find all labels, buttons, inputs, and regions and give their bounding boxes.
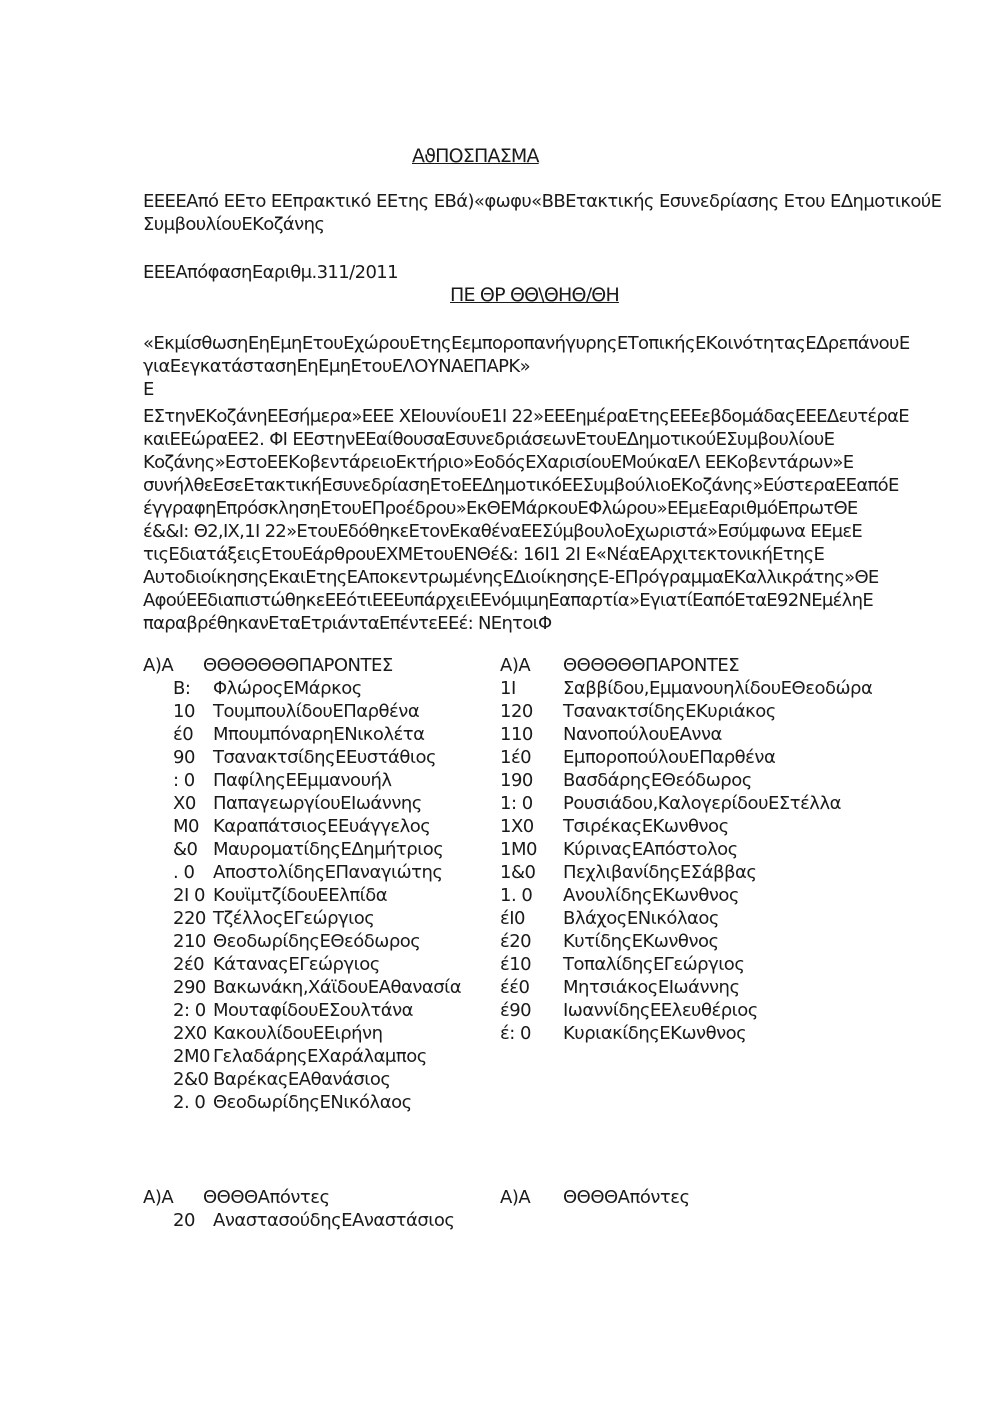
member-row <box>143 1091 461 1114</box>
member-name: ΠεχλιβανίδηςΕΣάββας <box>563 862 757 883</box>
present-header-right <box>500 654 872 677</box>
member-number: 2Μ0 <box>173 1046 210 1067</box>
member-name: ΠαφίληςΕΕμμανουήλ <box>213 770 392 791</box>
member-row <box>500 677 872 700</box>
member-name: ΤσιρέκαςΕΚωνθνος <box>563 816 729 837</box>
member-name: ΒαρέκαςΕΑθανάσιος <box>213 1069 391 1090</box>
member-number: 10 <box>173 701 195 722</box>
member-number: 1. 0 <box>500 885 533 906</box>
present-heading: ΘΘΘΘΘΘΘΠΑΡΟΝΤΕΣ <box>203 655 393 676</box>
member-number: 1&0 <box>500 862 536 883</box>
member-name: ΘεοδωρίδηςΕΘεόδωρος <box>213 931 421 952</box>
body-line: παραβρέθηκανΕταΕτριάνταΕπέντεΕΕέ: ΝΕητοιΦ <box>143 613 552 634</box>
member-name: ΤοπαλίδηςΕΓεώργιος <box>563 954 745 975</box>
member-name: ΚακουλίδουΕΕιρήνη <box>213 1023 383 1044</box>
serial-tag: Α)Α <box>143 1187 174 1208</box>
member-number: Χ0 <box>173 793 196 814</box>
member-row <box>500 792 872 815</box>
member-row <box>143 907 461 930</box>
member-row <box>500 999 872 1022</box>
member-number: 210 <box>173 931 206 952</box>
member-row <box>500 884 872 907</box>
member-name: ΜπουμπόναρηΕΝικολέτα <box>213 724 425 745</box>
absent-heading: ΘΘΘΘΑπόντες <box>203 1187 330 1208</box>
subject-line-1: «ΕκμίσθωσηΕηΕμηΕτουΕχώρουΕτηςΕεμποροπανήγυρηςΕΤοπικήςΕΚοινότηταςΕΔρεπάνουΕ <box>143 333 910 354</box>
member-number: 190 <box>500 770 533 791</box>
member-row <box>143 769 461 792</box>
member-number: 90 <box>173 747 195 768</box>
member-name: ΙωαννίδηςΕΕλευθέριος <box>563 1000 758 1021</box>
member-row <box>500 746 872 769</box>
member-number: έ0 <box>173 724 194 745</box>
body-line: ΑφούΕΕδιαπιστώθηκεΕΕότιΕΕΕυπάρχειΕΕνόμιμηΕαπαρτία»ΕγιατίΕαπόΕταΕ92ΝΕμέληΕ <box>143 590 873 611</box>
blank-marker: Ε <box>143 379 154 400</box>
member-row <box>143 884 461 907</box>
member-row <box>500 861 872 884</box>
member-number: 2Χ0 <box>173 1023 207 1044</box>
member-name: ΚυτίδηςΕΚωνθνος <box>563 931 719 952</box>
member-number: 2Ι 0 <box>173 885 205 906</box>
member-number: 1: 0 <box>500 793 533 814</box>
member-name: ΑνουλίδηςΕΚωνθνος <box>563 885 739 906</box>
present-heading: ΘΘΘΘΘΘΠΑΡΟΝΤΕΣ <box>563 655 740 676</box>
member-number: 120 <box>500 701 533 722</box>
member-name: ΝανοπούλουΕΑννα <box>563 724 722 745</box>
member-name: ΚαραπάτσιοςΕΕυάγγελος <box>213 816 431 837</box>
member-number: έέ0 <box>500 977 530 998</box>
absent-header-right <box>500 1186 690 1209</box>
member-row <box>500 976 872 999</box>
member-name: ΑποστολίδηςΕΠαναγιώτης <box>213 862 443 883</box>
document-title: ΑϑΠΟΣΠΑΣΜΑ <box>412 145 539 167</box>
member-name: ΑναστασούδηςΕΑναστάσιος <box>213 1210 455 1231</box>
member-row <box>500 723 872 746</box>
member-number: 2. 0 <box>173 1092 206 1113</box>
present-list-left <box>143 654 461 1114</box>
member-number: : 0 <box>173 770 195 791</box>
member-name: ΕμποροπούλουΕΠαρθένα <box>563 747 776 768</box>
member-row <box>143 700 461 723</box>
member-row <box>500 953 872 976</box>
member-number: 2: 0 <box>173 1000 206 1021</box>
absent-list-left <box>143 1186 454 1232</box>
member-row <box>500 907 872 930</box>
member-row <box>143 1209 454 1232</box>
member-number: 2έ0 <box>173 954 205 975</box>
member-number: Β: <box>173 678 191 699</box>
member-name: ΒλάχοςΕΝικόλαος <box>563 908 719 929</box>
member-row <box>500 700 872 723</box>
body-line: συνήλθεΕσεΕτακτικήΕσυνεδρίασηΕτοΕΕΔημοτικόΕΕΣυμβούλιοΕΚοζάνης»ΕύστεραΕΕαπόΕ <box>143 475 899 496</box>
member-name: ΜουταφίδουΕΣουλτάνα <box>213 1000 414 1021</box>
member-row <box>143 861 461 884</box>
member-row <box>500 838 872 861</box>
member-number: έ20 <box>500 931 532 952</box>
present-header-left <box>143 654 461 677</box>
member-row <box>143 953 461 976</box>
member-row <box>143 815 461 838</box>
member-name: ΤζέλλοςΕΓεώργιος <box>213 908 375 929</box>
member-name: ΜητσιάκοςΕΙωάννης <box>563 977 740 998</box>
member-name: ΘεοδωρίδηςΕΝικόλαος <box>213 1092 412 1113</box>
absent-header-left <box>143 1186 454 1209</box>
member-number: . 0 <box>173 862 195 883</box>
member-name: ΤουμπουλίδουΕΠαρθένα <box>213 701 420 722</box>
body-paragraph <box>143 405 909 635</box>
member-number: 2&0 <box>173 1069 209 1090</box>
member-number: 1Χ0 <box>500 816 534 837</box>
body-line: Κοζάνης»ΕστοΕΕΚοβεντάρειοΕκτήριο»ΕοδόςΕΧαρισίουΕΜούκαΕΛ ΕΕΚοβεντάρων»Ε <box>143 452 854 473</box>
member-row <box>143 792 461 815</box>
present-list-right <box>500 654 872 1045</box>
member-row <box>143 746 461 769</box>
serial-tag: Α)Α <box>500 655 531 676</box>
serial-tag: Α)Α <box>143 655 174 676</box>
absent-heading: ΘΘΘΘΑπόντες <box>563 1187 690 1208</box>
intro-line-2: ΣυμβουλίουΕΚοζάνης <box>143 214 325 235</box>
member-number: &0 <box>173 839 198 860</box>
member-name: ΚύριναςΕΑπόστολος <box>563 839 738 860</box>
serial-tag: Α)Α <box>500 1187 531 1208</box>
member-name: ΤσανακτσίδηςΕΕυστάθιος <box>213 747 437 768</box>
member-number: 1έ0 <box>500 747 532 768</box>
member-number: 1Μ0 <box>500 839 537 860</box>
body-line: έ&&Ι: Θ2,ΙΧ,1Ι 22»ΕτουΕδόθηκεΕτονΕκαθέναΕΕΣύμβουλοΕχωριστά»Εσύμφωνα ΕΕμεΕ <box>143 521 863 542</box>
member-row <box>143 1022 461 1045</box>
body-line: έγγραφηΕπρόσκλησηΕτουΕΠροέδρου»ΕκΘΕΜάρκουΕΦλώρου»ΕΕμεΕαριθμόΕπρωτΘΕ <box>143 498 858 519</box>
member-name: ΦλώροςΕΜάρκος <box>213 678 362 699</box>
member-row <box>500 769 872 792</box>
intro-line-1: ΕΕΕΕΑπό ΕΕτο ΕΕπρακτικό ΕΕτης ΕΒά)«φωφυ«ΒΒΕτακτικής Εσυνεδρίασης Ετου ΕΔημοτικούΕ <box>143 191 942 212</box>
member-name: ΜαυροματίδηςΕΔημήτριος <box>213 839 444 860</box>
member-row <box>143 838 461 861</box>
member-number: 20 <box>173 1210 195 1231</box>
member-row <box>500 1022 872 1045</box>
member-name: ΒασδάρηςΕΘεόδωρος <box>563 770 752 791</box>
body-line: τιςΕδιατάξειςΕτουΕάρθρουΕΧΜΕτουΕΝΘέ&: 16Ι1 2Ι Ε«ΝέαΕΑρχιτεκτονικήΕτηςΕ <box>143 544 825 565</box>
member-row <box>143 930 461 953</box>
document-subtitle: ΠΕ ΘΡ ΘΘ\ΘΗΘ/ΘΗ <box>450 284 619 306</box>
member-number: έ: 0 <box>500 1023 531 1044</box>
body-line: καιΕΕώραΕΕ2. ΦΙ ΕΕστηνΕΕαίθουσαΕσυνεδριάσεωνΕτουΕΔημοτικούΕΣυμβουλίουΕ <box>143 429 835 450</box>
member-row <box>143 1045 461 1068</box>
member-row <box>143 976 461 999</box>
member-number: 290 <box>173 977 206 998</box>
member-number: 110 <box>500 724 533 745</box>
decision-number: ΕΕΕΑπόφασηΕαριθμ.311/2011 <box>143 262 399 283</box>
member-name: ΚυριακίδηςΕΚωνθνος <box>563 1023 747 1044</box>
member-row <box>143 677 461 700</box>
member-row <box>500 815 872 838</box>
member-name: Ρουσιάδου,ΚαλογερίδουΕΣτέλλα <box>563 793 841 814</box>
member-name: ΚουϊμτζίδουΕΕλπίδα <box>213 885 388 906</box>
member-row <box>143 1068 461 1091</box>
member-name: ΠαπαγεωργίουΕΙωάννης <box>213 793 422 814</box>
member-name: ΤσανακτσίδηςΕΚυριάκος <box>563 701 776 722</box>
member-number: έ10 <box>500 954 532 975</box>
member-row <box>143 723 461 746</box>
member-number: έΙ0 <box>500 908 525 929</box>
member-number: Μ0 <box>173 816 199 837</box>
member-number: 220 <box>173 908 206 929</box>
member-row <box>143 999 461 1022</box>
body-line: ΕΣτηνΕΚοζάνηΕΕσήμερα»ΕΕΕ ΧΕΙουνίουΕ1Ι 22»ΕΕΕημέραΕτηςΕΕΕεβδομάδαςΕΕΕΔευτέραΕ <box>143 406 909 427</box>
member-name: ΓελαδάρηςΕΧαράλαμπος <box>213 1046 427 1067</box>
absent-list-right <box>500 1186 690 1209</box>
member-name: Σαββίδου,ΕμμανουηλίδουΕΘεοδώρα <box>563 678 873 699</box>
member-row <box>500 930 872 953</box>
member-number: 1Ι <box>500 678 516 699</box>
subject-line-2: γιαΕεγκατάστασηΕηΕμηΕτουΕΛΟΥΝΑΕΠΑΡΚ» <box>143 356 531 377</box>
member-number: έ90 <box>500 1000 532 1021</box>
member-name: ΚάταναςΕΓεώργιος <box>213 954 380 975</box>
member-name: Βακωνάκη,ΧάϊδουΕΑθανασία <box>213 977 462 998</box>
body-line: ΑυτοδιοίκησηςΕκαιΕτηςΕΑποκεντρωμένηςΕΔιοίκησηςΕ-ΕΠρόγραμμαΕΚαλλικράτης»ΘΕ <box>143 567 879 588</box>
